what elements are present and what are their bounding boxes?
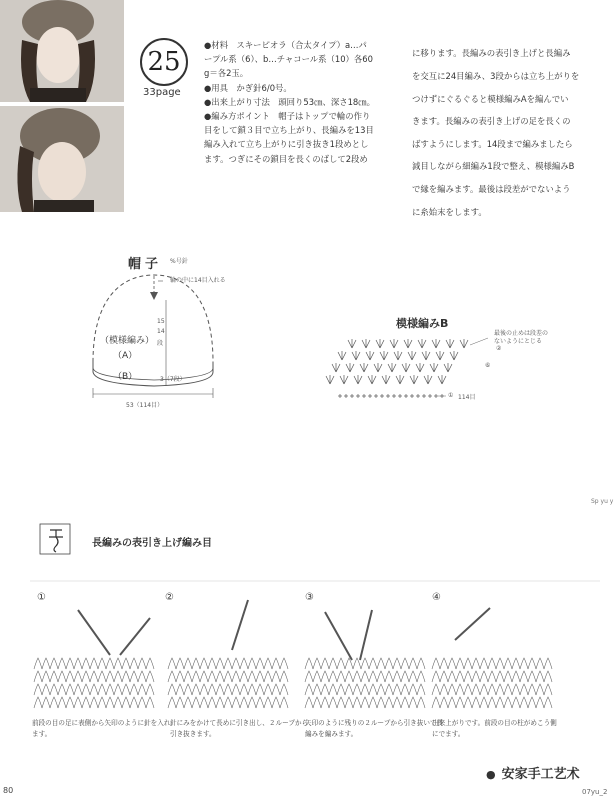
desc-line: ●材料 スキーピオラ（合太タイプ）a…パ	[204, 40, 367, 50]
page-number: 80	[3, 786, 14, 795]
desc-line: ●出来上がり寸法 頭回り53㎝、深さ18㎝。	[204, 96, 375, 107]
desc-line: ープル系（6）、b…チャコール系（10）各60	[204, 54, 373, 65]
desc-line: つけずにぐるぐると模様編みAを編んでい	[412, 93, 569, 104]
step-2-text: 針にみをかけて長めに引き出し、２ループから引き抜きます。	[170, 719, 309, 738]
desc-line: を交互に24目編み、3段からは立ち上がりを	[412, 70, 580, 81]
pattern-b-note-1: 最後の止めは段差の	[494, 330, 549, 337]
desc-line: に移ります。長編みの表引き上げと長編み	[412, 48, 571, 59]
needle-size-label: %号針	[170, 258, 188, 265]
watermark	[486, 763, 580, 782]
step-3-text: 矢印のように残りの２ループから引き抜いて長編みを編みます。	[305, 719, 444, 738]
page-reference: 33page	[143, 87, 181, 98]
circumference-label: 53（114目）	[126, 402, 164, 409]
pattern-b-row-1: ①	[448, 392, 454, 399]
desc-line: ます。つぎにその鎖目を長くのばして2段め	[204, 153, 368, 164]
pattern-a-letter: （A）	[113, 351, 138, 361]
pattern-b-letter: （B）	[113, 372, 138, 382]
step-1-number: ①	[37, 592, 46, 603]
pattern-b-title: 模様編みB	[396, 317, 449, 330]
step-2-number: ②	[165, 592, 174, 603]
desc-line: ばすようにします。14段まで編みましたら	[412, 138, 573, 149]
hat-diagram-title: 帽子	[128, 257, 163, 272]
step-1-text: 前段の目の足に表側から矢印のように針を入れます。	[32, 719, 171, 738]
depth-rows-label: 14	[157, 328, 165, 335]
ring-note-label: 輪の中に14目入れる	[170, 277, 226, 284]
pattern-b-row-2: ②	[496, 345, 502, 352]
desc-line: きます。長編みの表引き上げの足を長くの	[412, 116, 571, 127]
pattern-b-row-1-count: 114目	[458, 394, 476, 401]
depth-unit-label: 段	[157, 340, 164, 347]
desc-line: g＝各2玉。	[204, 68, 249, 79]
desc-line: で縁を編みます。最後は段差がでないよう	[412, 183, 571, 194]
step-4-text: 出来上がりです。前段の目の柱がめこう側にでます。	[432, 719, 557, 738]
desc-line: 編み入れて立ち上がりに引き抜き1段めとし	[204, 139, 369, 150]
pattern-a-label: （模様編み）	[100, 336, 155, 346]
desc-line: ●用具 かぎ針6/0号。	[204, 82, 292, 93]
technique-title: 長編みの表引き上げ編み目	[92, 538, 212, 549]
pattern-b-side-mark: ⑥	[485, 362, 491, 369]
wechat-icon: ●	[486, 768, 496, 781]
pattern-b-note-2: ないようにとじる	[494, 338, 543, 345]
desc-line: 目をして鎖３目で立ち上がり、長編みを13目	[204, 125, 374, 136]
side-text: Sp yu y	[591, 498, 614, 505]
rim-label: 3（7段）	[160, 376, 186, 383]
step-3-number: ③	[305, 592, 314, 603]
step-4-number: ④	[432, 592, 441, 603]
depth-total-label: 15	[157, 318, 165, 325]
pattern-number: 25	[140, 38, 188, 86]
watermark-text: 安家手工艺术	[501, 767, 580, 782]
bottom-code: 07yu_2	[582, 788, 608, 796]
desc-line: ●編み方ポイント 帽子はトップで輪の作り	[204, 111, 371, 122]
desc-line: 減目しながら細編み1段で整え、模様編みB	[412, 161, 575, 172]
desc-line: に糸始末をします。	[412, 206, 487, 217]
